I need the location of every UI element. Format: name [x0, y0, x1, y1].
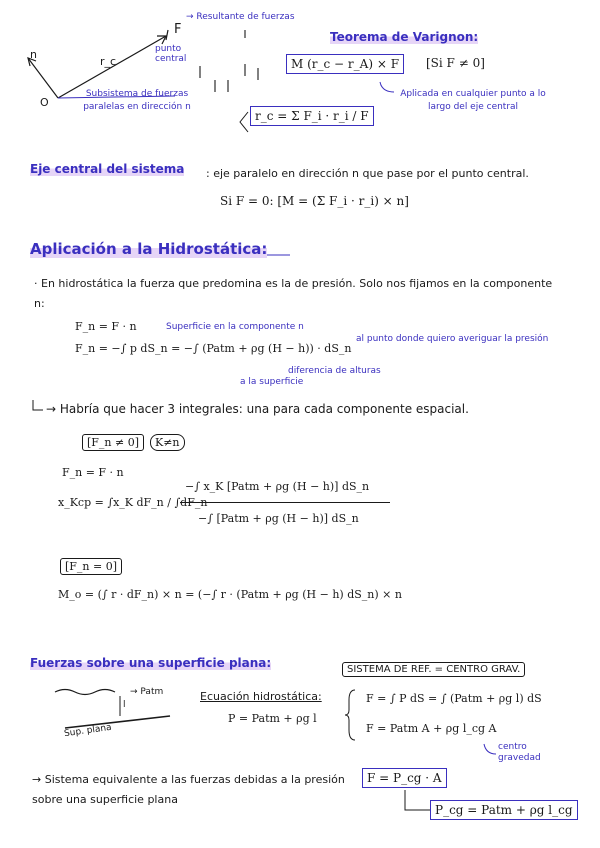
varignon-condition: [Si F ≠ 0] [426, 56, 485, 70]
system-brace [345, 690, 355, 740]
ecuacion-title: Ecuación hidrostática: [200, 690, 322, 703]
water-surface [55, 690, 115, 695]
n-vector-line [28, 58, 58, 98]
hidro-cond2: K≠n [150, 434, 185, 451]
hidro-cond3: [F_n = 0] [60, 558, 122, 575]
hidro-eq3: F_n = F · n [62, 466, 124, 479]
eje-central-label: Eje central del sistema [30, 162, 185, 176]
pcg-arrow [405, 790, 430, 810]
plana-pcg: P_cg = Patm + ρg l_cg [430, 800, 578, 820]
hidro-cond1: [F_n ≠ 0] [82, 434, 144, 451]
tres-arrow [33, 400, 43, 410]
hidro-tres: → Habría que hacer 3 integrales: una para cada componente espacial. [46, 402, 469, 416]
xkcp-left: x_Kcp = ∫x_K dF_n / ∫dF_n [58, 496, 208, 509]
hidro-title: Aplicación a la Hidrostática: [30, 240, 268, 258]
rc-arrow [240, 112, 248, 132]
note-superficie: Superficie en la componente n [166, 322, 304, 332]
plana-f2: F = Patm A + ρg l_cg A [366, 722, 497, 735]
note-ala: a la superficie [240, 377, 304, 387]
subsistema-note: Subsistema de fuerzas paralelas en dirección n [83, 89, 191, 112]
varignon-title: Teorema de Varignon: [330, 30, 479, 44]
hidro-intro: · En hidrostática la fuerza que predomina es la de presión. Solo nos fijamos en la componente n: [34, 277, 553, 310]
xkcp-numerator: −∫ x_K [Patm + ρg (H − h)] dS_n [185, 480, 370, 493]
hidro-eq1: F_n = F · n [75, 320, 137, 333]
plana-f1: F = ∫ P dS = ∫ (Patm + ρg l) dS [366, 692, 542, 705]
resultante-note: → Resultante de fuerzas [186, 12, 295, 22]
parallel-forces [200, 30, 258, 92]
eje-central-text: : eje paralelo en dirección n que pase por el punto central. [206, 167, 529, 180]
plana-equiv: → Sistema equivalente a las fuerzas debidas a la presión sobre una superficie plana [32, 773, 345, 806]
rc-label: r_c [100, 55, 117, 68]
centro-arrow [484, 744, 496, 754]
plana-fpa: F = P_cg · A [362, 768, 447, 788]
note-punto: al punto donde quiero averiguar la presión [356, 334, 549, 344]
plana-title: Fuerzas sobre una superficie plana: [30, 656, 272, 670]
xkcp-denominator: −∫ [Patm + ρg (H − h)] dS_n [198, 512, 359, 525]
hidro-eq2: F_n = −∫ p dS_n = −∫ (Patm + ρg (H − h)) · dS_n [75, 342, 352, 355]
punto-central-note: punto central [155, 44, 187, 64]
ecuacion-formula: P = Patm + ρg l [228, 712, 317, 725]
note-diferencia: diferencia de alturas [288, 366, 381, 376]
plana-sistema: SISTEMA DE REF. = CENTRO GRAV. [342, 662, 525, 677]
l-label: l [123, 700, 126, 710]
f-vector [166, 30, 168, 40]
eje-central-formula: Si F = 0: [M = (Σ F_i · r_i) × n] [220, 194, 409, 208]
varignon-note: Aplicada en cualquier punto a lo largo del eje central [400, 89, 546, 112]
f-label: F [174, 22, 182, 37]
patm-label: → Patm [130, 687, 164, 697]
origin-label: O [40, 96, 49, 109]
rc-formula: r_c = Σ F_i · r_i / F [250, 106, 374, 126]
varignon-formula: M (r_c − r_A) × F [286, 54, 404, 74]
xkcp-fraction-bar [180, 502, 390, 503]
sup-plana-label: Sup. plana [63, 722, 113, 740]
centro-note: centro gravedad [498, 742, 541, 763]
n-label: n [30, 48, 37, 61]
varignon-note-arrow [380, 82, 394, 92]
hidro-eq4: M_o = (∫ r · dF_n) × n = (−∫ r · (Patm + ρg (H − h) dS_n) × n [58, 588, 402, 601]
